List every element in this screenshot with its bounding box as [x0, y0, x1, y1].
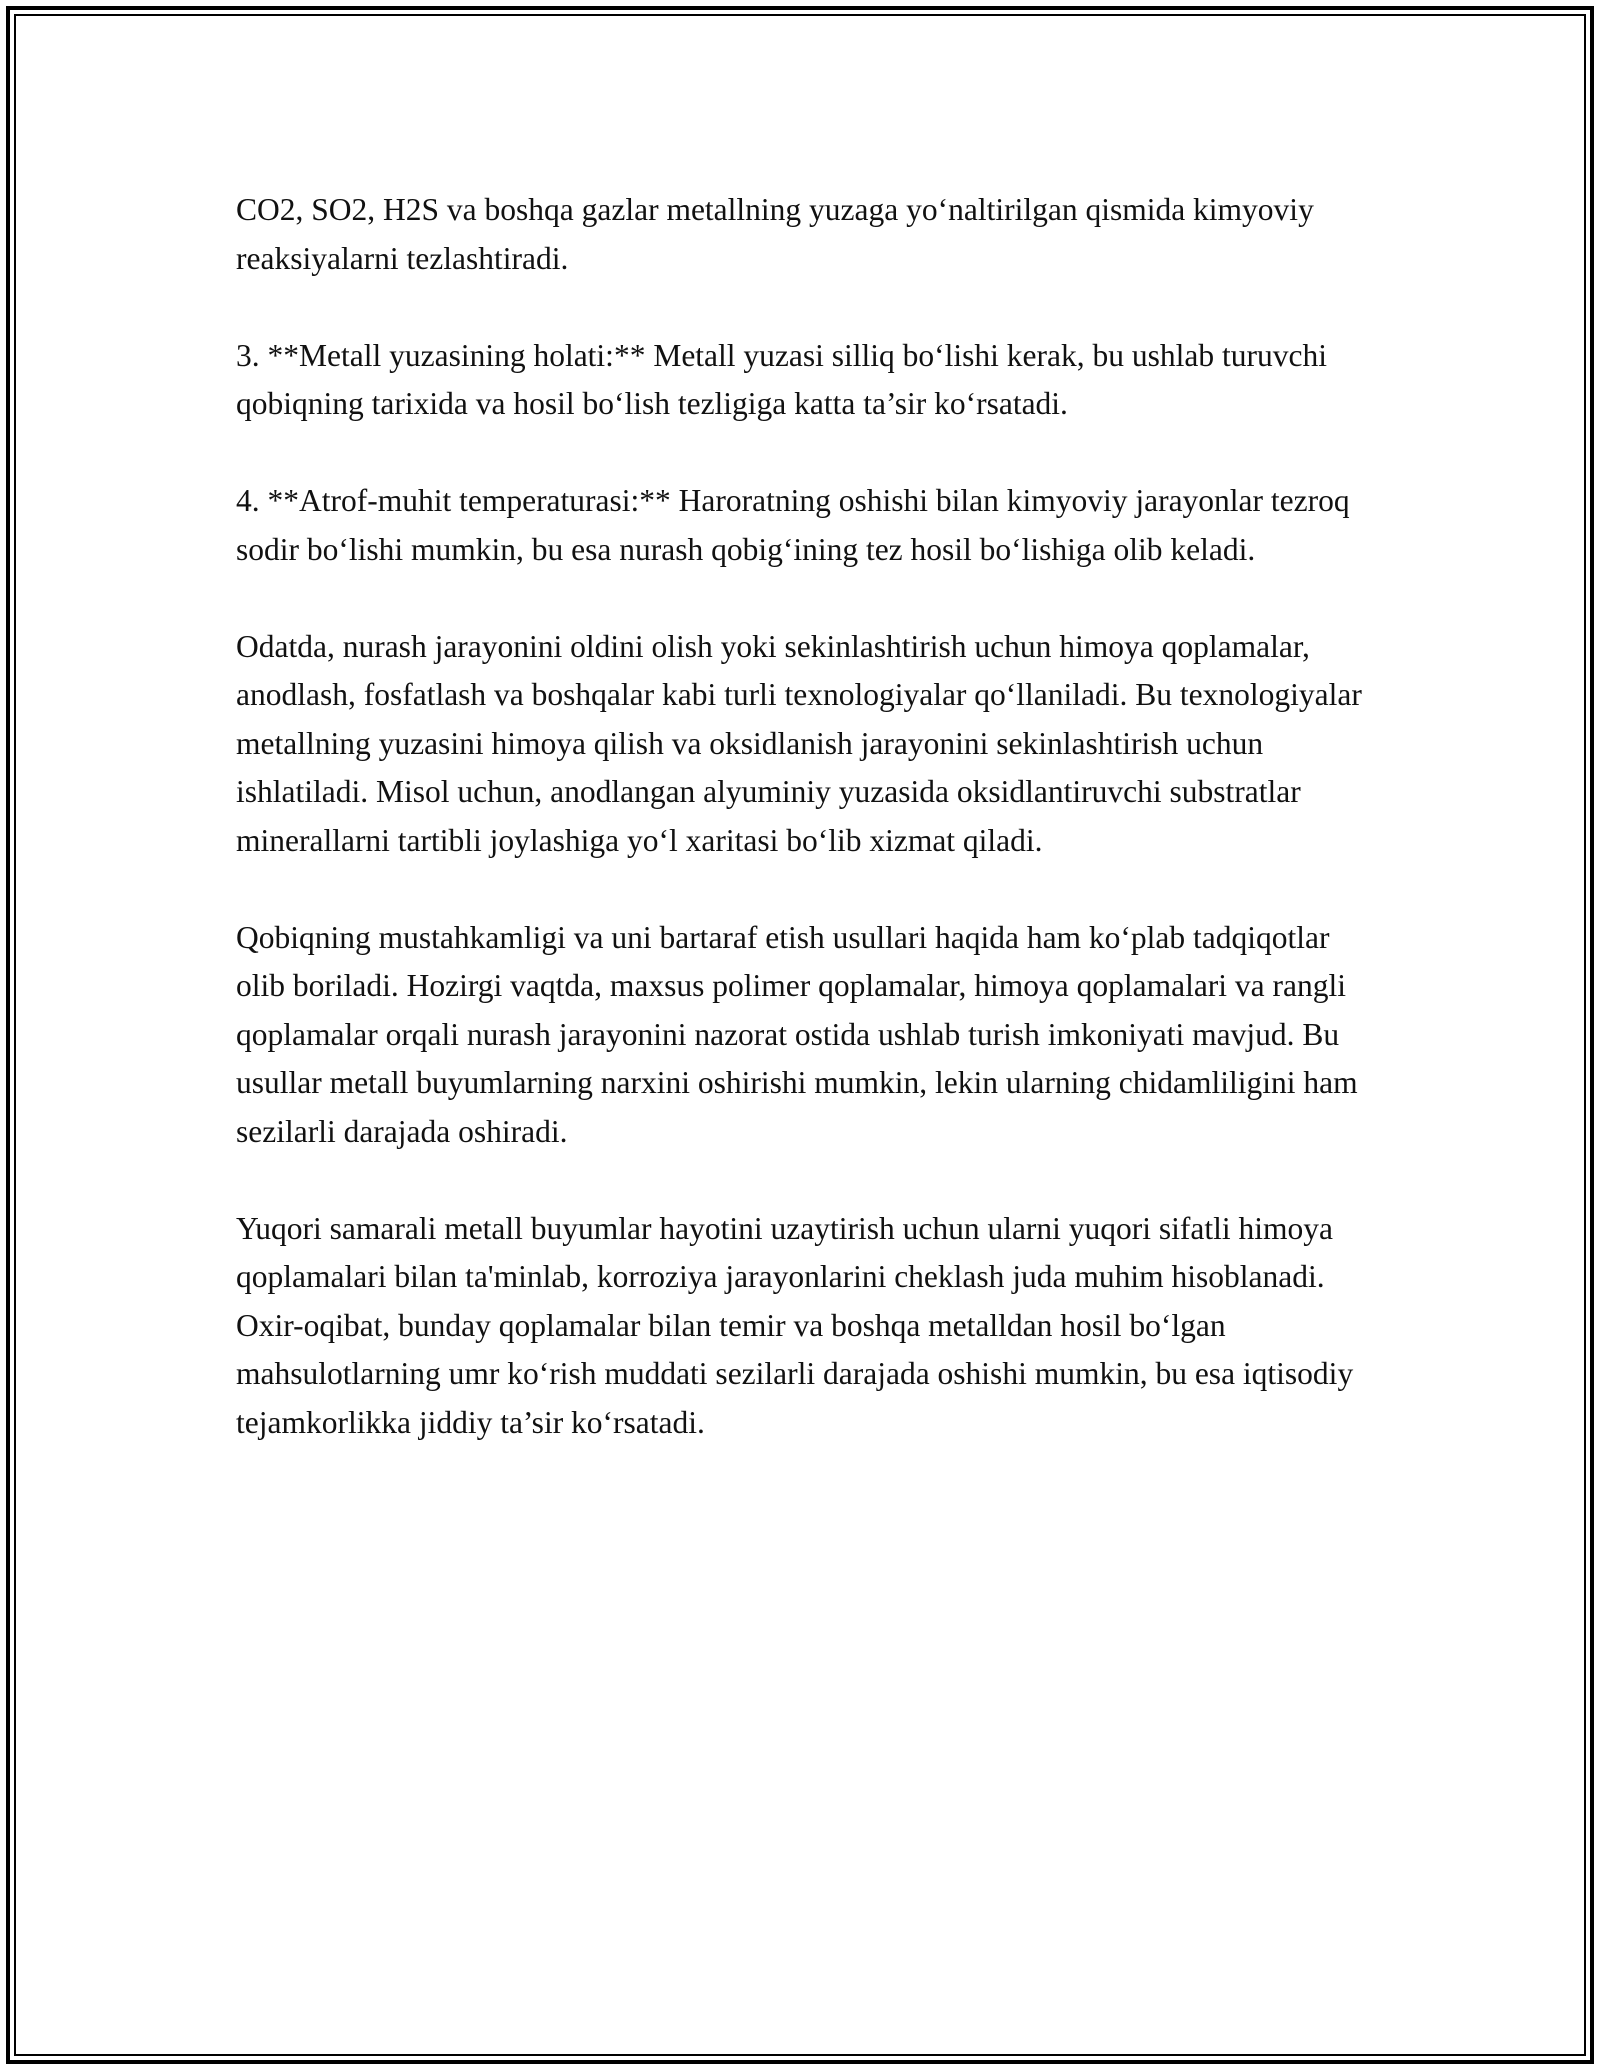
paragraph-conclusion: Yuqori samarali metall buyumlar hayotini uzaytirish uchun ularni yuqori sifatli himoya qoplamalari bilan ta'minlab, korroziya jarayonlarini cheklash juda muhim hisoblanadi. Oxir-oqibat, bunday qoplamalar bilan temir va boshqa metalldan hosil bo‘lgan mahsulotlarning umr ko‘rish muddati sezilarli darajada oshishi mumkin, bu esa iqtisodiy tejamkorlikka jiddiy ta’sir ko‘rsatadi.: [236, 1210, 1354, 1440]
paragraph-temperature: 4. **Atrof-muhit temperaturasi:** Haroratning oshishi bilan kimyoviy jarayonlar tezroq sodir bo‘lishi mumkin, bu esa nurash qobig‘ining tez hosil bo‘lishiga olib keladi.: [236, 483, 1350, 567]
paragraph-gases: CO2, SO2, H2S va boshqa gazlar metallning yuzaga yo‘naltirilgan qismida kimyoviy reaksiyalarni tezlashtiradi.: [236, 192, 1314, 276]
paragraph-coating-research: Qobiqning mustahkamligi va uni bartaraf etish usullari haqida ham ko‘plab tadqiqotlar olib boriladi. Hozirgi vaqtda, maxsus polimer qoplamalar, himoya qoplamalari va rangli qoplamalar orqali nurash jarayonini nazorat ostida ushlab turish imkoniyati mavjud. Bu usullar metall buyumlarning narxini oshirishi mumkin, lekin ularning chidamliligini ham sezilarli darajada oshiradi.: [236, 919, 1358, 1149]
document-body: [236, 186, 1366, 1496]
paragraph-prevention-technologies: Odatda, nurash jarayonini oldini olish yoki sekinlashtirish uchun himoya qoplamalar, anodlash, fosfatlash va boshqalar kabi turli texnologiyalar qo‘llaniladi. Bu texnologiyalar metallning yuzasini himoya qilish va oksidlanish jarayonini sekinlashtirish uchun ishlatiladi. Misol uchun, anodlangan alyuminiy yuzasida oksidlantiruvchi substratlar minerallarni tartibli joylashiga yo‘l xaritasi bo‘lib xizmat qiladi.: [236, 628, 1362, 858]
paragraph-surface-condition: 3. **Metall yuzasining holati:** Metall yuzasi silliq bo‘lishi kerak, bu ushlab turuvchi qobiqning tarixida va hosil bo‘lish tezligiga katta ta’sir ko‘rsatadi.: [236, 337, 1327, 421]
